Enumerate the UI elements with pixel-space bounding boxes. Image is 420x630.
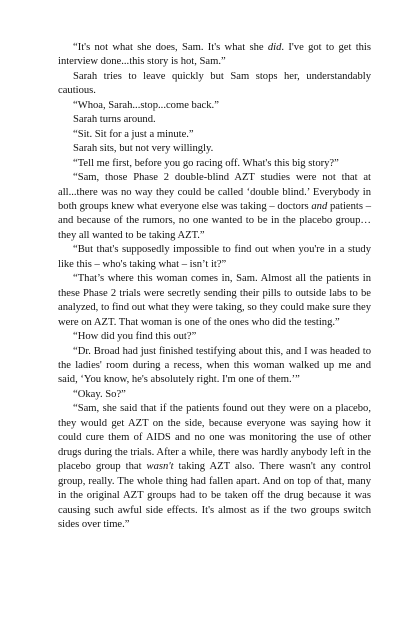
paragraph bbox=[58, 243, 371, 272]
paragraph bbox=[58, 157, 371, 171]
italic-emphasis: wasn't bbox=[146, 461, 174, 473]
text-run: “How did you find this out?” bbox=[73, 331, 197, 343]
paragraph bbox=[58, 70, 371, 99]
text-run: “Sit. Sit for a just a minute.” bbox=[73, 128, 194, 140]
paragraph bbox=[58, 113, 371, 127]
paragraph bbox=[58, 99, 371, 113]
text-run: Sarah sits, but not very willingly. bbox=[73, 143, 214, 155]
paragraph bbox=[58, 41, 371, 70]
text-run: taking AZT also. There wasn't any control group, really. The whole thing had fallen apart. And on top of that, many in the original AZT groups had to be taken off the drug because it was causing such awful side effects. It's almost as if the two groups switch sides over time.” bbox=[58, 461, 371, 530]
paragraph bbox=[58, 330, 371, 344]
text-run: “But that's supposedly impossible to find out when you're in a study like this – who's taking what – isn’t it?” bbox=[58, 244, 371, 270]
text-run: “Whoa, Sarah...stop...come back.” bbox=[73, 99, 219, 111]
text-run: “Okay. So?” bbox=[73, 388, 126, 400]
text-run: “That’s where this woman comes in, Sam. Almost all the patients in these Phase 2 trials were secretly sending their pills to outside labs to be analyzed, to find out what they were taking, so they could make sure they were on AZT. That woman is one of the ones who did the testing.” bbox=[58, 273, 371, 328]
text-run: “It's not what she does, Sam. It's what she bbox=[73, 42, 268, 53]
text-run: “Sam, those Phase 2 double-blind AZT studies were not that at all...there was no way they could be called ‘double blind.’ Everybody in both groups knew what everyone else was taking – doctors bbox=[58, 172, 371, 212]
paragraph bbox=[58, 128, 371, 142]
text-run: Sarah tries to leave quickly but Sam stops her, understandably cautious. bbox=[58, 70, 371, 97]
text-run: Sarah turns around. bbox=[73, 114, 156, 126]
paragraph bbox=[58, 142, 371, 156]
paragraph bbox=[58, 272, 371, 330]
paragraph bbox=[58, 345, 371, 388]
text-run: “Sam, she said that if the patients found out they were on a placebo, they would get AZT on the side, because everyone was saying how it could cure them of AIDS and no one was monitoring the use of other drugs during the trials. After a while, there was hardly anybody left in the placebo group that bbox=[58, 403, 371, 473]
paragraph bbox=[58, 171, 371, 243]
paragraph bbox=[58, 388, 371, 402]
book-page-text bbox=[58, 41, 371, 532]
text-run: . I've got to get this interview done...this story is hot, Sam.” bbox=[58, 42, 371, 68]
paragraph bbox=[58, 402, 371, 532]
text-run: “Dr. Broad had just finished testifying about this, and I was headed to the ladies' room during a recess, when this woman walked up me and said, ‘You know, he's absolutely right. I'm one of them.’” bbox=[58, 345, 371, 386]
text-run: “Tell me first, before you go racing off. What's this big story?” bbox=[73, 157, 339, 169]
text-run: patients – and because of the rumors, no one wanted to be in the placebo group…they all wanted to be taking AZT.” bbox=[58, 200, 371, 241]
italic-emphasis: and bbox=[311, 200, 328, 212]
italic-emphasis: did bbox=[267, 42, 282, 53]
